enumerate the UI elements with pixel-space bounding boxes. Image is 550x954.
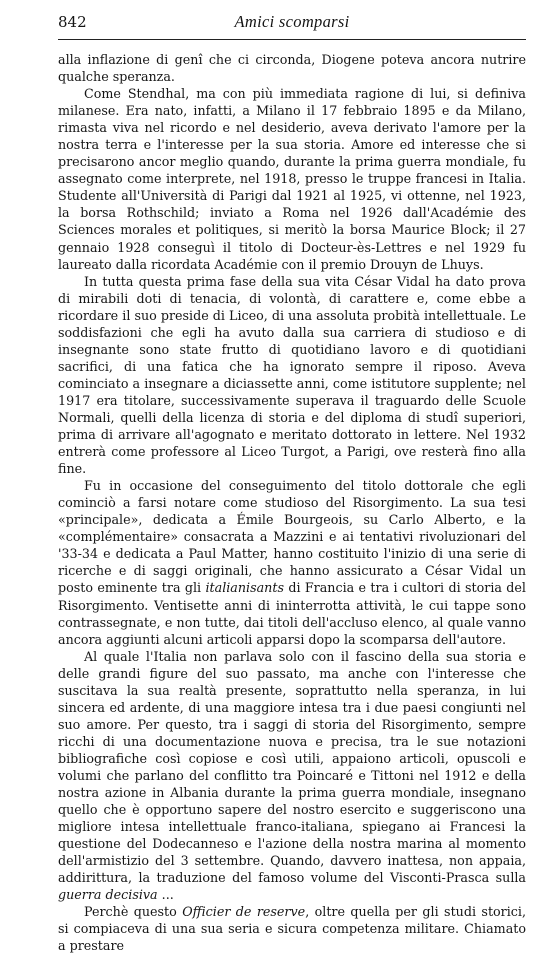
page-number: 842 <box>58 13 87 31</box>
body-text <box>58 51 526 954</box>
text-run: Come Stendhal, ma con più immediata ragione di lui, si definiva milanese. Era nato, infatti, a Milano il 17 febbraio 1895 e da Milano, rimasta viva nel ricordo e nel desiderio, aveva derivato l'amore per la nostra terra e l'interesse per la sua storia. Amore ed interesse che si precisarono ancor meglio quando, durante la prima guerra mondiale, fu assegnato come interprete, nel 1918, presso le truppe francesi in Italia. Studente all'Università di Parigi dal 1921 al 1925, vi ottenne, nel 1923, la borsa Rothschild; inviato a Roma nel 1926 dall'Académie des Sciences morales et politiques, si meritò la borsa Maurice Block; il 27 gennaio 1928 conseguì il titolo di Docteur-ès-Lettres e nel 1929 fu laureato dalla ricordata Académie con il premio Drouyn de Lhuys. <box>58 86 526 272</box>
text-run: Perchè questo <box>84 904 183 920</box>
paragraph <box>58 477 526 647</box>
header-rule <box>58 39 526 40</box>
paragraph <box>58 648 526 904</box>
text-run: ... <box>157 887 174 903</box>
italic-text: italianisants <box>205 580 284 596</box>
text-run: In tutta questa prima fase della sua vita César Vidal ha dato prova di mirabili doti di tenacia, di volontà, di carattere e, come ebbe a ricordare il suo preside di Liceo, di una assoluta probità intellettuale. Le soddisfazioni che egli ha avuto dalla sua carriera di studioso e di insegnante sono state frutto di quotidiano lavoro e di quotidiani sacrifici, di una fatica che ha ignorato sempre il riposo. Aveva cominciato a insegnare a diciassette anni, come istitutore supplente; nel 1917 era titolare, successivamente superava il traguardo delle Scuole Normali, quelli della licenza di storia e del diploma di studî superiori, prima di arrivare all'agognato e meritato dottorato in lettere. Nel 1932 entrerà come professore al Liceo Turgot, a Parigi, ove resterà fino alla fine. <box>58 273 526 477</box>
running-title: Amici scomparsi <box>234 12 350 31</box>
text-run: alla inflazione di genî che ci circonda, Diogene poteva ancora nutrire qualche speranza. <box>58 52 526 85</box>
paragraph <box>58 903 526 954</box>
text-run: Fu in occasione del conseguimento del titolo dottorale che egli cominciò a farsi notare come studioso del Risorgimento. La sua tesi «principale», dedicata a Émile Bourgeois, su Carlo Alberto, e la «complémentaire» consacrata a Mazzini e ai tentativi rivoluzionari del '33-34 e dedicata a Paul Matter, hanno costituito l'inizio di una serie di ricerche e di saggi originali, che hanno assicurato a César Vidal un posto eminente tra gli <box>58 478 526 596</box>
text-run: Al quale l'Italia non parlava solo con il fascino della sua storia e delle grandi figure del suo passato, ma anche con l'interesse che suscitava la sua realtà presente, soprattutto nella speranza, in lui sincera ed ardente, di una maggiore intesa tra i due paesi congiunti nel suo amore. Per questo, tra i saggi di storia del Risorgimento, sempre ricchi di una documentazione nuova e precisa, tra le sue notazioni bibliografiche così copiose e così utili, appaiono articoli, opuscoli e volumi che parlano del conflitto tra Poincaré e Tittoni nel 1912 e della nostra azione in Albania durante la prima guerra mondiale, insegnano quello che è opportuno sapere del nostro esercito e suggeriscono una migliore intesa intellettuale franco-italiana, spiegano ai Francesi la questione del Dodecanneso e l'azione della nostra marina al momento dell'armistizio del 3 settembre. Quando, davvero inattesa, non appaia, addirittura, la traduzione del famoso volume del Visconti-Prasca sulla <box>58 648 526 886</box>
text-run: di Francia e tra i cultori di storia del Risorgimento. Ventisette anni di ininterrotta attività, le cui tappe sono contrassegnate, e non tutte, dai titoli dell'accluso elenco, al quale vanno ancora aggiunti alcuni articoli apparsi dopo la scomparsa dell'autore. <box>58 580 526 647</box>
text-run: , oltre quella per gli studi storici, si compiaceva di una sua seria e sicura competenza militare. Chiamato a prestare <box>58 904 526 954</box>
italic-text: guerra decisiva <box>58 887 158 903</box>
italic-text: Officier de reserve <box>182 904 306 920</box>
running-header <box>58 13 526 33</box>
paragraph <box>58 85 526 273</box>
paragraph <box>58 51 526 85</box>
paragraph <box>58 273 526 478</box>
